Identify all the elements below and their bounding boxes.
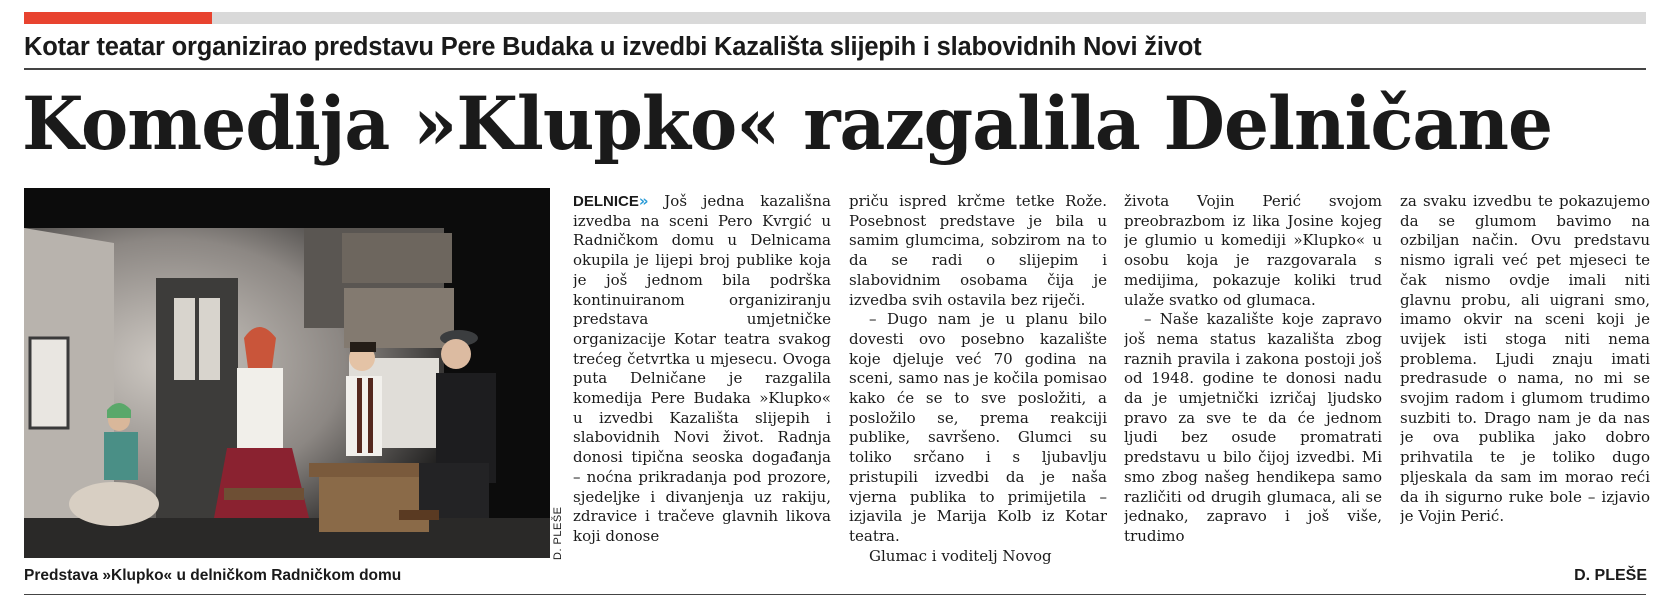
photo-caption: Predstava »Klupko« u delničkom Radničkom domu — [24, 567, 402, 584]
article-paragraph: za svaku izvedbu te pokazujemo da se glumom bavimo na ozbiljan način. Ovu predstavu nismo igrali već pet mjeseci te čak nismo ovdje imali niti glavnu probu, ali uigrani smo, imamo okvir na sceni koji je uvijek isti stoga niti nema problema. Ljudi znaju imati predrasude o nama, no mi se svojim radom i glumom trudimo suzbiti to. Drago nam je da nas je ova publika jako dobro prihvatila te je toliko dugo pljeskala da sam im morao reći da ih sigurno ruke bole – izjavio je Vojin Perić. — [1400, 192, 1650, 526]
article-text: Još jedna kazališna izvedba na sceni Pero Kvrgić u Radničkom domu u Delnicama okupila je lijepi broj publike koja je još jednom bila podrška kontinuiranom organiziranju predstava umjetničke organizacije Kotar teatra svakog trećeg četvrtka u mjesecu. Ovoga puta Delničane je razgalila komedija Pere Budaka »Klupko« u izvedbi Kazališta slijepih i slabovidnih Novi život. Radnja donosi tipična seoska događanja – noćna prikradanja pod prozore, sjedeljke i divanjenja uz rakiju, zdravice i tračeve glavnih likova koji donose — [573, 192, 831, 545]
article-paragraph: – Dugo nam je u planu bilo dovesti ovo posebno kazalište koje djeluje već 70 godina na sceni, samo nas je kočila pomisao kako će se to sve posložiti, a posložilo se, prema reakciji publike, savršeno. Glumci su toliko srčano i s ljubavlju pristupili izvedbi da je naša vjerna publika to primijetila – izjavila je Marija Kolb iz Kotar teatra. — [849, 310, 1107, 545]
author-byline: D. PLEŠE — [1574, 567, 1647, 584]
article-column-3 — [1124, 192, 1382, 588]
article-paragraph: života Vojin Perić svojom preobrazbom iz lika Josine kojeg je glumio u komediji »Klupko« u osobu koja je razgovarala s medijima, pokazuje koliki trud ulaže svatko od glumaca. — [1124, 192, 1382, 309]
headline: Komedija »Klupko« razgalila Delničane — [22, 81, 1553, 167]
article-paragraph — [573, 192, 831, 547]
photo-credit: D. PLEŠE — [552, 506, 564, 560]
article-column-1 — [573, 192, 831, 588]
article-paragraph: – Naše kazalište koje zapravo još nema status kazališta zbog raznih pravila i zakona postoji još od 1948. godine te donosi nadu da je umjetnički izričaj ljudsko pravo za sve te da će jednom ljudi bez osude promatrati predstavu u bilo čijoj izvedbi. Mi smo zbog našeg hendikepa samo različiti od drugih glumaca, ali se jednako, zapravo i još više, trudimo — [1124, 310, 1382, 545]
divider-bottom — [24, 594, 1646, 595]
divider-top — [24, 68, 1646, 70]
header-red-accent-bar — [24, 12, 212, 24]
article-column-2 — [849, 192, 1107, 588]
header-gray-bar — [24, 12, 1646, 24]
article-paragraph: Glumac i voditelj Novog — [869, 546, 1052, 565]
article-photo — [24, 188, 550, 558]
kicker: Kotar teatar organizirao predstavu Pere Budaka u izvedbi Kazališta slijepih i slabovidnih Novi život — [24, 33, 1202, 61]
dateline-arrow-icon: » — [638, 192, 649, 210]
article-paragraph: priču ispred krčme tetke Rože. Posebnost predstave je bila u samim glumcima, sobzirom na to da se radi o slijepim i slabovidnim osobama čija je izvedba svih ostavila bez riječi. — [849, 192, 1107, 309]
article-column-4 — [1400, 192, 1650, 562]
dateline: DELNICE — [573, 193, 639, 210]
